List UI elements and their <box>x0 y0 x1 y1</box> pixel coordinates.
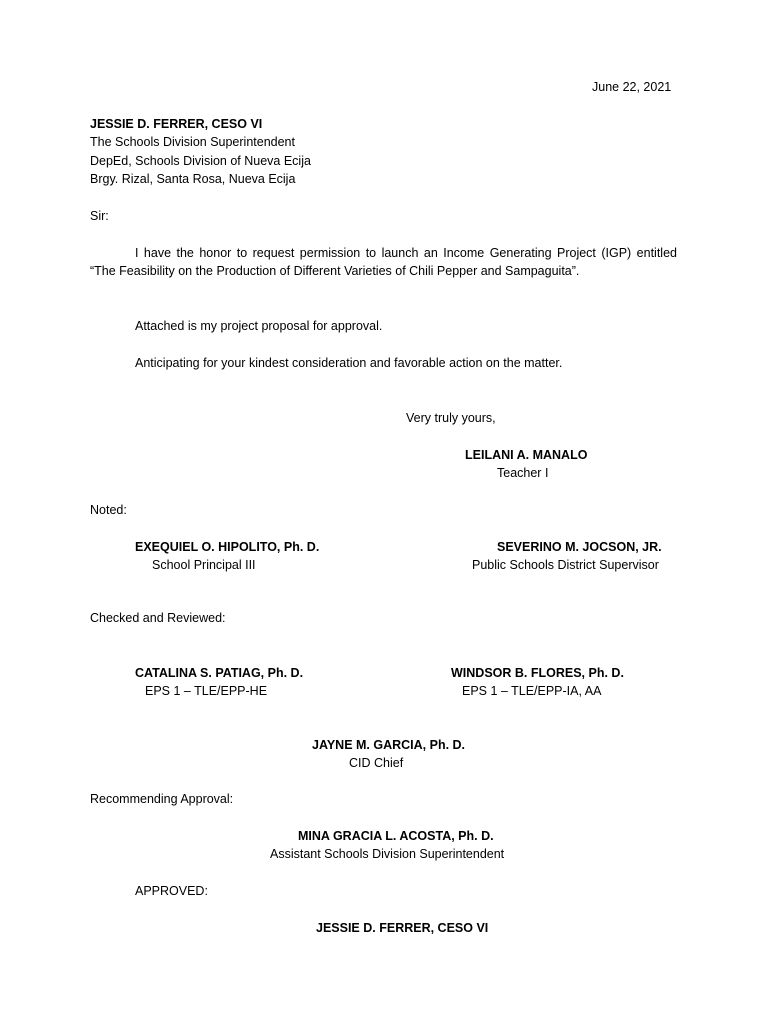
checked-right-name: WINDSOR B. FLORES, Ph. D. <box>451 666 624 680</box>
noted-label: Noted: <box>90 503 127 517</box>
approved-label: APPROVED: <box>135 884 208 898</box>
addressee-title: The Schools Division Superintendent <box>90 135 295 149</box>
recommending-position: Assistant Schools Division Superintendent <box>270 847 505 861</box>
closing: Very truly yours, <box>406 411 496 425</box>
body-paragraph-2: Attached is my project proposal for approval. <box>135 319 383 333</box>
noted-right-name: SEVERINO M. JOCSON, JR. <box>497 540 662 554</box>
noted-left-position: School Principal III <box>152 558 256 572</box>
body-paragraph-3: Anticipating for your kindest consideration and favorable action on the matter. <box>135 356 563 370</box>
letter-date: June 22, 2021 <box>592 80 672 94</box>
salutation: Sir: <box>90 209 109 223</box>
noted-left-name: EXEQUIEL O. HIPOLITO, Ph. D. <box>135 540 320 554</box>
cid-chief-position: CID Chief <box>349 756 404 770</box>
addressee-office: DepEd, Schools Division of Nueva Ecija <box>90 154 311 168</box>
addressee-name: JESSIE D. FERRER, CESO VI <box>90 117 263 131</box>
sender-name: LEILANI A. MANALO <box>465 448 588 462</box>
checked-label: Checked and Reviewed: <box>90 611 226 625</box>
recommending-label: Recommending Approval: <box>90 792 234 806</box>
body-paragraph-1: I have the honor to request permission to launch an Income Generating Project (IGP) entitled “The Feasibility on the Production of Different Varieties of Chili Pepper and Sampaguita”. <box>90 246 677 278</box>
checked-left-name: CATALINA S. PATIAG, Ph. D. <box>135 666 304 680</box>
noted-right-position: Public Schools District Supervisor <box>472 558 659 572</box>
cid-chief-name: JAYNE M. GARCIA, Ph. D. <box>312 738 466 752</box>
sender-position: Teacher I <box>497 466 549 480</box>
addressee-address: Brgy. Rizal, Santa Rosa, Nueva Ecija <box>90 172 296 186</box>
checked-left-position: EPS 1 – TLE/EPP-HE <box>145 684 268 698</box>
checked-right-position: EPS 1 – TLE/EPP-IA, AA <box>462 684 602 698</box>
recommending-name: MINA GRACIA L. ACOSTA, Ph. D. <box>298 829 494 843</box>
approved-name: JESSIE D. FERRER, CESO VI <box>316 921 489 935</box>
